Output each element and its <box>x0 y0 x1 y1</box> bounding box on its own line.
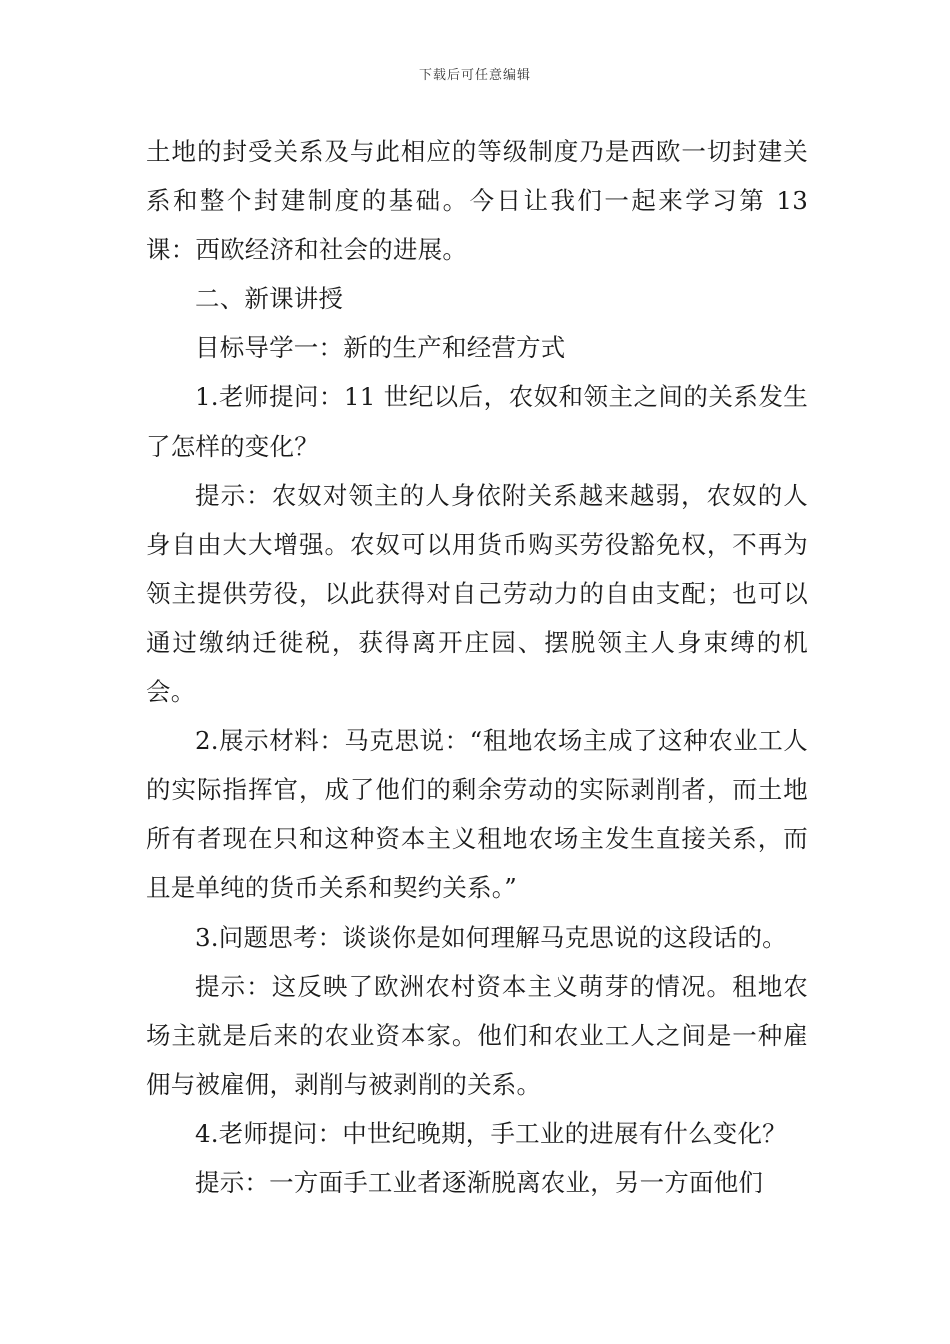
hint-1: 提示：农奴对领主的人身依附关系越来越弱，农奴的人身自由大大增强。农奴可以用货币购买劳役豁免权，不再为领主提供劳役，以此获得对自己劳动力的自由支配；也可以通过缴纳迁徙税，获得离开庄园、摆脱领主人身束缚的机会。 <box>146 480 808 707</box>
objective-heading-1: 目标导学一：新的生产和经营方式 <box>195 333 566 363</box>
hint-4: 提示：一方面手工业者逐渐脱离农业，另一方面他们 <box>195 1167 764 1197</box>
hint-3: 提示：这反映了欧洲农村资本主义萌芽的情况。租地农场主就是后来的农业资本家。他们和农业工人之间是一种雇佣与被雇佣，剥削与被剥削的关系。 <box>146 971 808 1099</box>
document-body <box>146 127 808 1207</box>
question-4: 4.老师提问：中世纪晚期，手工业的进展有什么变化？ <box>195 1118 787 1148</box>
question-1: 1.老师提问：11 世纪以后，农奴和领主之间的关系发生了怎样的变化？ <box>146 382 808 461</box>
paragraph-intro-continuation: 土地的封受关系及与此相应的等级制度乃是西欧一切封建关系和整个封建制度的基础。今日让我们一起来学习第 13 课：西欧经济和社会的进展。 <box>146 137 808 265</box>
material-2: 2.展示材料：马克思说：“租地农场主成了这种农业工人的实际指挥官，成了他们的剩余劳动的实际剥削者，而土地所有者现在只和这种资本主义租地农场主发生直接关系，而且是单纯的货币关系和契约关系。” <box>146 726 808 903</box>
section-heading-new-lesson: 二、新课讲授 <box>195 284 344 314</box>
page-header-note: 下载后可任意编辑 <box>418 68 531 83</box>
question-3: 3.问题思考：谈谈你是如何理解马克思说的这段话的。 <box>195 922 787 952</box>
